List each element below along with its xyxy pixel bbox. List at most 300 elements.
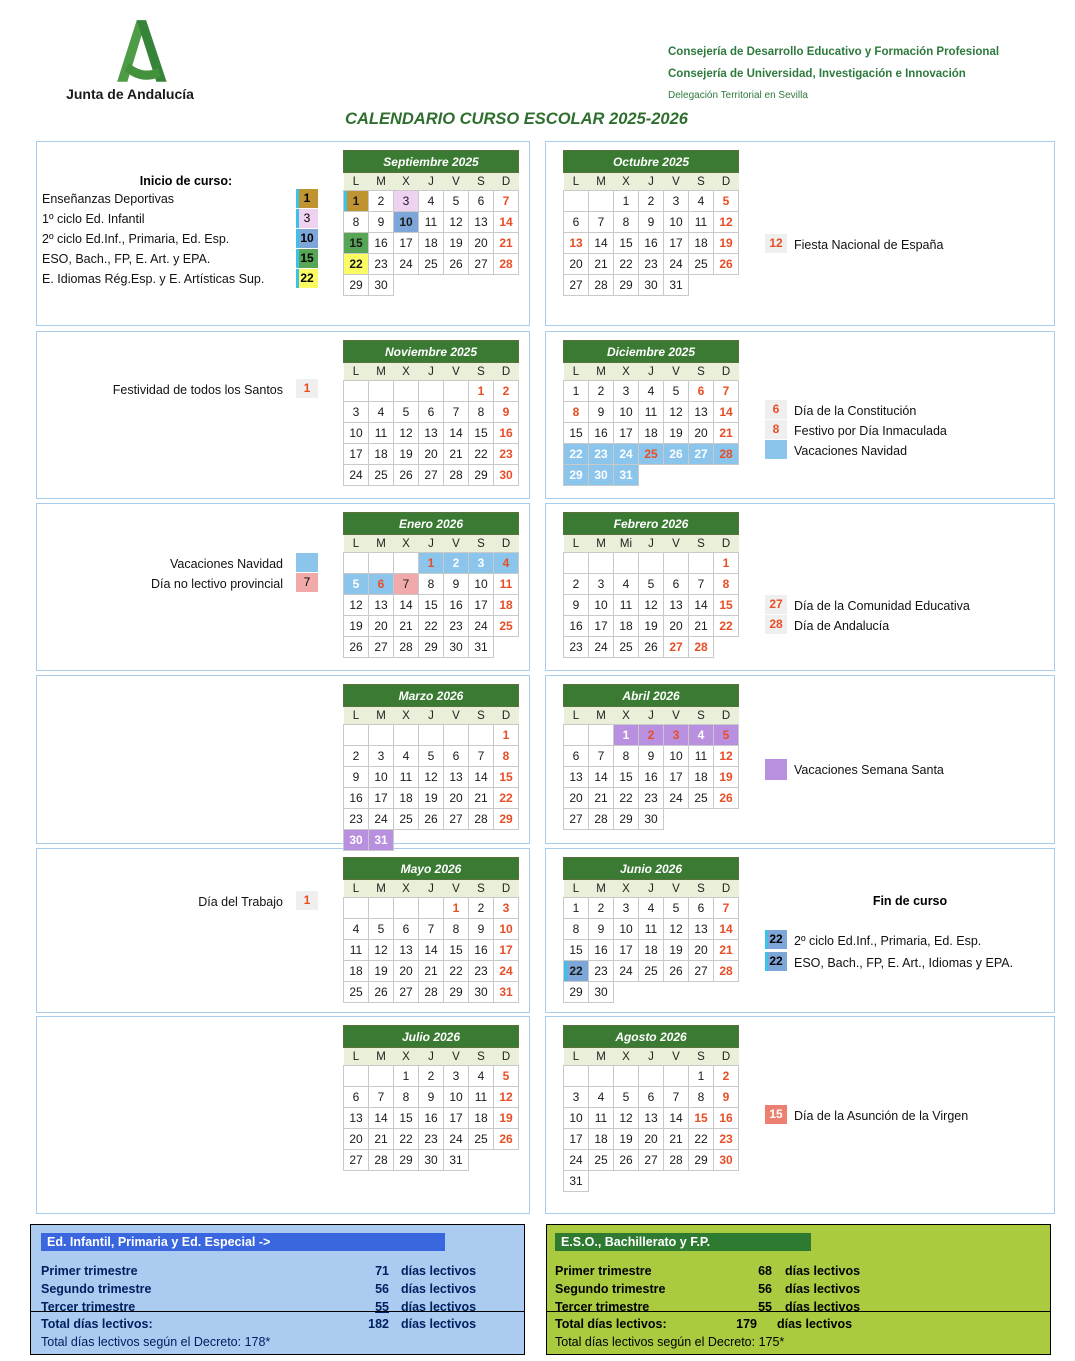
legend-label-navidad-right: Vacaciones Navidad: [794, 444, 908, 458]
day-cell: 18: [469, 1108, 494, 1129]
day-cell: 8: [564, 919, 589, 940]
day-cell: 4: [344, 919, 369, 940]
weekday-letter: X: [614, 1048, 639, 1066]
day-cell: 3: [344, 402, 369, 423]
weekday-letter: J: [419, 535, 444, 553]
day-cell: 25: [494, 616, 519, 637]
weekday-letter: D: [714, 707, 739, 725]
row-value: 71: [375, 1264, 389, 1278]
day-cell: 15: [614, 233, 639, 254]
day-cell: 5: [714, 725, 739, 746]
day-cell: 23: [639, 254, 664, 275]
weekday-letter: S: [689, 880, 714, 898]
weekday-letter: S: [469, 535, 494, 553]
day-cell: 7: [589, 212, 614, 233]
blank-day-cell: [444, 725, 469, 746]
month-calendar: [563, 1025, 739, 1192]
day-cell: 19: [444, 233, 469, 254]
day-cell: 16: [419, 1108, 444, 1129]
day-cell: 17: [369, 788, 394, 809]
day-cell: 10: [614, 919, 639, 940]
day-cell: 27: [664, 637, 689, 658]
day-cell: 19: [344, 616, 369, 637]
day-cell: 24: [494, 961, 519, 982]
day-cell: 17: [564, 1129, 589, 1150]
day-cell: 3: [664, 191, 689, 212]
weekday-letter: M: [369, 1048, 394, 1066]
day-cell: 8: [469, 402, 494, 423]
day-cell: 27: [689, 961, 714, 982]
blank-day-cell: [564, 553, 589, 574]
day-cell: 16: [639, 767, 664, 788]
day-cell: 17: [614, 423, 639, 444]
month-calendar: [343, 1025, 519, 1171]
row-label: Segundo trimestre: [555, 1282, 666, 1296]
day-cell: 31: [614, 465, 639, 486]
day-cell: 30: [494, 465, 519, 486]
day-cell: 19: [394, 444, 419, 465]
day-cell: 15: [614, 767, 639, 788]
blank-day-cell: [369, 1066, 394, 1087]
day-cell: 23: [714, 1129, 739, 1150]
day-cell: 2: [344, 746, 369, 767]
day-cell: 1: [469, 381, 494, 402]
day-cell: 4: [369, 402, 394, 423]
day-cell: 5: [664, 381, 689, 402]
empty-slot: [689, 1171, 714, 1192]
day-cell: 1: [564, 898, 589, 919]
day-cell: 16: [469, 940, 494, 961]
day-cell: 12: [714, 746, 739, 767]
day-cell: 19: [419, 788, 444, 809]
legend-label-andalucia: Día de Andalucía: [794, 619, 890, 633]
empty-slot: [714, 637, 739, 658]
weekday-letter: V: [664, 173, 689, 191]
day-cell: 9: [714, 1087, 739, 1108]
day-cell: 25: [639, 444, 664, 465]
empty-slot: [689, 809, 714, 830]
day-cell: 22: [564, 961, 589, 982]
day-cell: 16: [589, 423, 614, 444]
day-cell: 30: [639, 275, 664, 296]
day-cell: 7: [689, 574, 714, 595]
day-cell: 4: [614, 574, 639, 595]
month-calendar: [343, 857, 519, 1003]
day-cell: 11: [469, 1087, 494, 1108]
day-cell: 25: [589, 1150, 614, 1171]
blank-day-cell: [664, 1066, 689, 1087]
day-cell: 22: [614, 254, 639, 275]
day-cell: 11: [589, 1108, 614, 1129]
legend-label-asuncion: Día de la Asunción de la Virgen: [794, 1109, 969, 1123]
fin-curso-heading: Fin de curso: [872, 894, 948, 908]
day-cell: 28: [714, 444, 739, 465]
weekday-letter: L: [344, 1048, 369, 1066]
row-value: 55: [758, 1300, 772, 1314]
weekday-letter: S: [689, 707, 714, 725]
day-cell: 30: [419, 1150, 444, 1171]
month-calendar: [563, 684, 739, 830]
day-cell: 16: [564, 616, 589, 637]
day-cell: 15: [689, 1108, 714, 1129]
day-cell: 4: [639, 381, 664, 402]
day-cell: 18: [689, 767, 714, 788]
row-label: Primer trimestre: [555, 1264, 652, 1278]
weekday-letter: S: [689, 535, 714, 553]
day-cell: 5: [369, 919, 394, 940]
day-cell: 21: [494, 233, 519, 254]
day-cell: 15: [419, 595, 444, 616]
blank-day-cell: [394, 381, 419, 402]
weekday-letter: V: [444, 173, 469, 191]
logo-caption: Junta de Andalucía: [66, 86, 194, 102]
weekday-letter: J: [419, 173, 444, 191]
day-cell: 31: [444, 1150, 469, 1171]
month-title: Marzo 2026: [344, 685, 519, 707]
legend-chip-eso: 15: [296, 249, 318, 268]
total-label: Total días lectivos:: [41, 1317, 153, 1331]
day-cell: 3: [494, 898, 519, 919]
empty-slot: [664, 982, 689, 1003]
day-cell: 12: [714, 212, 739, 233]
weekday-letter: J: [639, 173, 664, 191]
day-cell: 6: [444, 746, 469, 767]
day-cell: 29: [689, 1150, 714, 1171]
blank-day-cell: [664, 553, 689, 574]
day-cell: 24: [614, 444, 639, 465]
day-cell: 28: [419, 982, 444, 1003]
day-cell: 2: [419, 1066, 444, 1087]
empty-slot: [689, 275, 714, 296]
blank-day-cell: [369, 725, 394, 746]
day-cell: 22: [564, 444, 589, 465]
day-cell: 6: [394, 919, 419, 940]
day-cell: 2: [714, 1066, 739, 1087]
day-cell: 11: [614, 595, 639, 616]
day-cell: 22: [689, 1129, 714, 1150]
month-title: Septiembre 2025: [344, 151, 519, 173]
day-cell: 14: [369, 1108, 394, 1129]
weekday-letter: J: [639, 880, 664, 898]
day-cell: 2: [369, 191, 394, 212]
day-cell: 18: [589, 1129, 614, 1150]
empty-slot: [714, 275, 739, 296]
day-cell: 28: [589, 809, 614, 830]
day-cell: 10: [564, 1108, 589, 1129]
empty-slot: [444, 830, 469, 851]
day-cell: 18: [639, 423, 664, 444]
day-cell: 16: [589, 940, 614, 961]
day-cell: 20: [394, 961, 419, 982]
day-cell: 6: [469, 191, 494, 212]
weekday-letter: M: [589, 1048, 614, 1066]
month-title: Mayo 2026: [344, 858, 519, 880]
day-cell: 13: [419, 423, 444, 444]
day-cell: 10: [344, 423, 369, 444]
legend-label-eso: ESO, Bach., FP, E. Art. y EPA.: [42, 252, 211, 266]
empty-slot: [714, 1171, 739, 1192]
day-cell: 23: [344, 809, 369, 830]
day-cell: 5: [639, 574, 664, 595]
day-cell: 8: [689, 1087, 714, 1108]
day-cell: 17: [494, 940, 519, 961]
row-label: Tercer trimestre: [41, 1300, 136, 1314]
day-cell: 11: [394, 767, 419, 788]
blank-day-cell: [394, 898, 419, 919]
day-cell: 28: [664, 1150, 689, 1171]
weekday-letter: L: [564, 363, 589, 381]
day-cell: 14: [589, 767, 614, 788]
day-cell: 8: [614, 746, 639, 767]
weekday-letter: D: [714, 363, 739, 381]
day-cell: 15: [444, 940, 469, 961]
blank-day-cell: [419, 381, 444, 402]
day-cell: 20: [689, 423, 714, 444]
legend-label-infantil2: 2º ciclo Ed.Inf., Primaria, Ed. Esp.: [42, 232, 230, 246]
empty-slot: [639, 1171, 664, 1192]
day-cell: 1: [419, 553, 444, 574]
row-label: Tercer trimestre: [555, 1300, 650, 1314]
day-cell: 21: [444, 444, 469, 465]
day-cell: 8: [394, 1087, 419, 1108]
weekday-letter: X: [614, 707, 639, 725]
day-cell: 17: [664, 233, 689, 254]
day-cell: 13: [689, 919, 714, 940]
day-cell: 26: [394, 465, 419, 486]
weekday-letter: M: [369, 535, 394, 553]
weekday-letter: L: [344, 535, 369, 553]
legend-chip-infantil2: 10: [296, 229, 318, 248]
month-title: Octubre 2025: [564, 151, 739, 173]
day-cell: 23: [469, 961, 494, 982]
empty-slot: [469, 830, 494, 851]
row-value: 56: [758, 1282, 772, 1296]
day-cell: 5: [714, 191, 739, 212]
day-cell: 25: [689, 788, 714, 809]
month-calendar: [343, 340, 519, 486]
day-cell: 12: [369, 940, 394, 961]
legend-chip-infantil1: 3: [296, 209, 318, 228]
day-cell: 14: [589, 233, 614, 254]
day-cell: 2: [564, 574, 589, 595]
day-cell: 27: [564, 275, 589, 296]
blank-day-cell: [564, 725, 589, 746]
day-cell: 1: [494, 725, 519, 746]
day-cell: 18: [419, 233, 444, 254]
legend-label-no-lectivo: Día no lectivo provincial: [150, 577, 283, 591]
legend-chip-andalucia: 28: [765, 615, 787, 634]
weekday-letter: M: [589, 880, 614, 898]
day-cell: 18: [494, 595, 519, 616]
day-cell: 3: [369, 746, 394, 767]
legend-label-inmaculada: Festivo por Día Inmaculada: [794, 424, 947, 438]
day-cell: 10: [469, 574, 494, 595]
day-cell: 6: [564, 212, 589, 233]
blank-day-cell: [444, 381, 469, 402]
day-cell: 11: [419, 212, 444, 233]
day-cell: 15: [394, 1108, 419, 1129]
day-cell: 6: [344, 1087, 369, 1108]
blank-day-cell: [394, 725, 419, 746]
weekday-letter: S: [469, 363, 494, 381]
weekday-letter: D: [714, 1048, 739, 1066]
weekday-letter: X: [394, 707, 419, 725]
blank-day-cell: [689, 553, 714, 574]
empty-slot: [714, 982, 739, 1003]
day-cell: 7: [469, 746, 494, 767]
blank-day-cell: [469, 725, 494, 746]
day-cell: 28: [469, 809, 494, 830]
day-cell: 24: [469, 616, 494, 637]
month-calendar: [343, 512, 519, 658]
legend-chip-deportivas: 1: [296, 189, 318, 208]
day-cell: 9: [369, 212, 394, 233]
day-cell: 19: [664, 423, 689, 444]
total-separator: [31, 1311, 524, 1312]
day-cell: 28: [589, 275, 614, 296]
empty-slot: [469, 275, 494, 296]
blank-day-cell: [419, 898, 444, 919]
empty-slot: [689, 982, 714, 1003]
day-cell: 16: [369, 233, 394, 254]
day-cell: 8: [494, 746, 519, 767]
month-title: Febrero 2026: [564, 513, 739, 535]
day-cell: 15: [564, 940, 589, 961]
day-cell: 10: [494, 919, 519, 940]
blank-day-cell: [589, 191, 614, 212]
day-cell: 17: [394, 233, 419, 254]
blank-day-cell: [394, 553, 419, 574]
day-cell: 16: [494, 423, 519, 444]
org-line-3: Delegación Territorial en Sevilla: [668, 90, 808, 101]
total-value: 182: [368, 1317, 389, 1331]
day-cell: 16: [444, 595, 469, 616]
legend-chip-navidad-right: [765, 440, 787, 459]
day-cell: 20: [469, 233, 494, 254]
weekday-letter: D: [714, 880, 739, 898]
day-cell: 9: [344, 767, 369, 788]
legend-chip-semana-santa: [765, 759, 787, 780]
day-cell: 21: [714, 940, 739, 961]
day-cell: 21: [689, 616, 714, 637]
day-cell: 30: [469, 982, 494, 1003]
blank-day-cell: [589, 725, 614, 746]
blank-day-cell: [589, 1066, 614, 1087]
legend-label-fin-eso: ESO, Bach., FP, E. Art., Idiomas y EPA.: [794, 956, 1014, 970]
weekday-letter: S: [469, 707, 494, 725]
day-cell: 13: [394, 940, 419, 961]
day-cell: 3: [614, 381, 639, 402]
weekday-letter: L: [344, 173, 369, 191]
day-cell: 4: [419, 191, 444, 212]
day-cell: 18: [639, 940, 664, 961]
blank-day-cell: [564, 191, 589, 212]
row-unit: días lectivos: [785, 1300, 861, 1314]
legend-label-comunidad: Día de la Comunidad Educativa: [794, 599, 970, 613]
day-cell: 19: [614, 1129, 639, 1150]
day-cell: 11: [494, 574, 519, 595]
day-cell: 6: [369, 574, 394, 595]
weekday-letter: M: [369, 173, 394, 191]
weekday-letter: L: [564, 173, 589, 191]
day-cell: 23: [494, 444, 519, 465]
legend-label-deportivas: Enseñanzas Deportivas: [42, 192, 175, 206]
legend-label-infantil1: 1º ciclo Ed. Infantil: [42, 212, 145, 226]
weekday-letter: J: [639, 1048, 664, 1066]
day-cell: 2: [589, 898, 614, 919]
day-cell: 16: [714, 1108, 739, 1129]
day-cell: 4: [589, 1087, 614, 1108]
day-cell: 27: [419, 465, 444, 486]
day-cell: 20: [444, 788, 469, 809]
weekday-letter: M: [369, 363, 394, 381]
day-cell: 27: [344, 1150, 369, 1171]
day-cell: 26: [714, 788, 739, 809]
day-cell: 22: [494, 788, 519, 809]
day-cell: 22: [469, 444, 494, 465]
summary-infantil-box: [30, 1224, 525, 1355]
day-cell: 1: [714, 553, 739, 574]
weekday-letter: X: [394, 535, 419, 553]
day-cell: 13: [344, 1108, 369, 1129]
month-calendar: [343, 684, 519, 851]
day-cell: 6: [689, 381, 714, 402]
empty-slot: [494, 1150, 519, 1171]
weekday-letter: X: [614, 363, 639, 381]
day-cell: 1: [344, 191, 369, 212]
weekday-letter: X: [394, 173, 419, 191]
day-cell: 15: [344, 233, 369, 254]
day-cell: 17: [444, 1108, 469, 1129]
day-cell: 1: [564, 381, 589, 402]
day-cell: 12: [419, 767, 444, 788]
empty-slot: [714, 465, 739, 486]
day-cell: 2: [469, 898, 494, 919]
day-cell: 3: [664, 725, 689, 746]
day-cell: 27: [394, 982, 419, 1003]
day-cell: 10: [394, 212, 419, 233]
day-cell: 26: [444, 254, 469, 275]
day-cell: 20: [419, 444, 444, 465]
day-cell: 4: [639, 898, 664, 919]
empty-slot: [614, 982, 639, 1003]
day-cell: 4: [469, 1066, 494, 1087]
day-cell: 16: [344, 788, 369, 809]
day-cell: 11: [689, 746, 714, 767]
legend-label-semana-santa: Vacaciones Semana Santa: [794, 763, 944, 777]
month-calendar: [563, 512, 739, 658]
row-unit: días lectivos: [785, 1264, 861, 1278]
empty-slot: [664, 1171, 689, 1192]
day-cell: 25: [369, 465, 394, 486]
blank-day-cell: [369, 381, 394, 402]
empty-slot: [639, 982, 664, 1003]
legend-chip-fin-infantil: 22: [765, 930, 787, 949]
day-cell: 3: [564, 1087, 589, 1108]
month-title: Diciembre 2025: [564, 341, 739, 363]
day-cell: 29: [469, 465, 494, 486]
day-cell: 25: [419, 254, 444, 275]
empty-slot: [664, 465, 689, 486]
day-cell: 14: [494, 212, 519, 233]
empty-slot: [444, 275, 469, 296]
day-cell: 1: [614, 191, 639, 212]
day-cell: 6: [564, 746, 589, 767]
blank-day-cell: [589, 553, 614, 574]
weekday-letter: V: [664, 535, 689, 553]
day-cell: 26: [494, 1129, 519, 1150]
day-cell: 19: [714, 233, 739, 254]
